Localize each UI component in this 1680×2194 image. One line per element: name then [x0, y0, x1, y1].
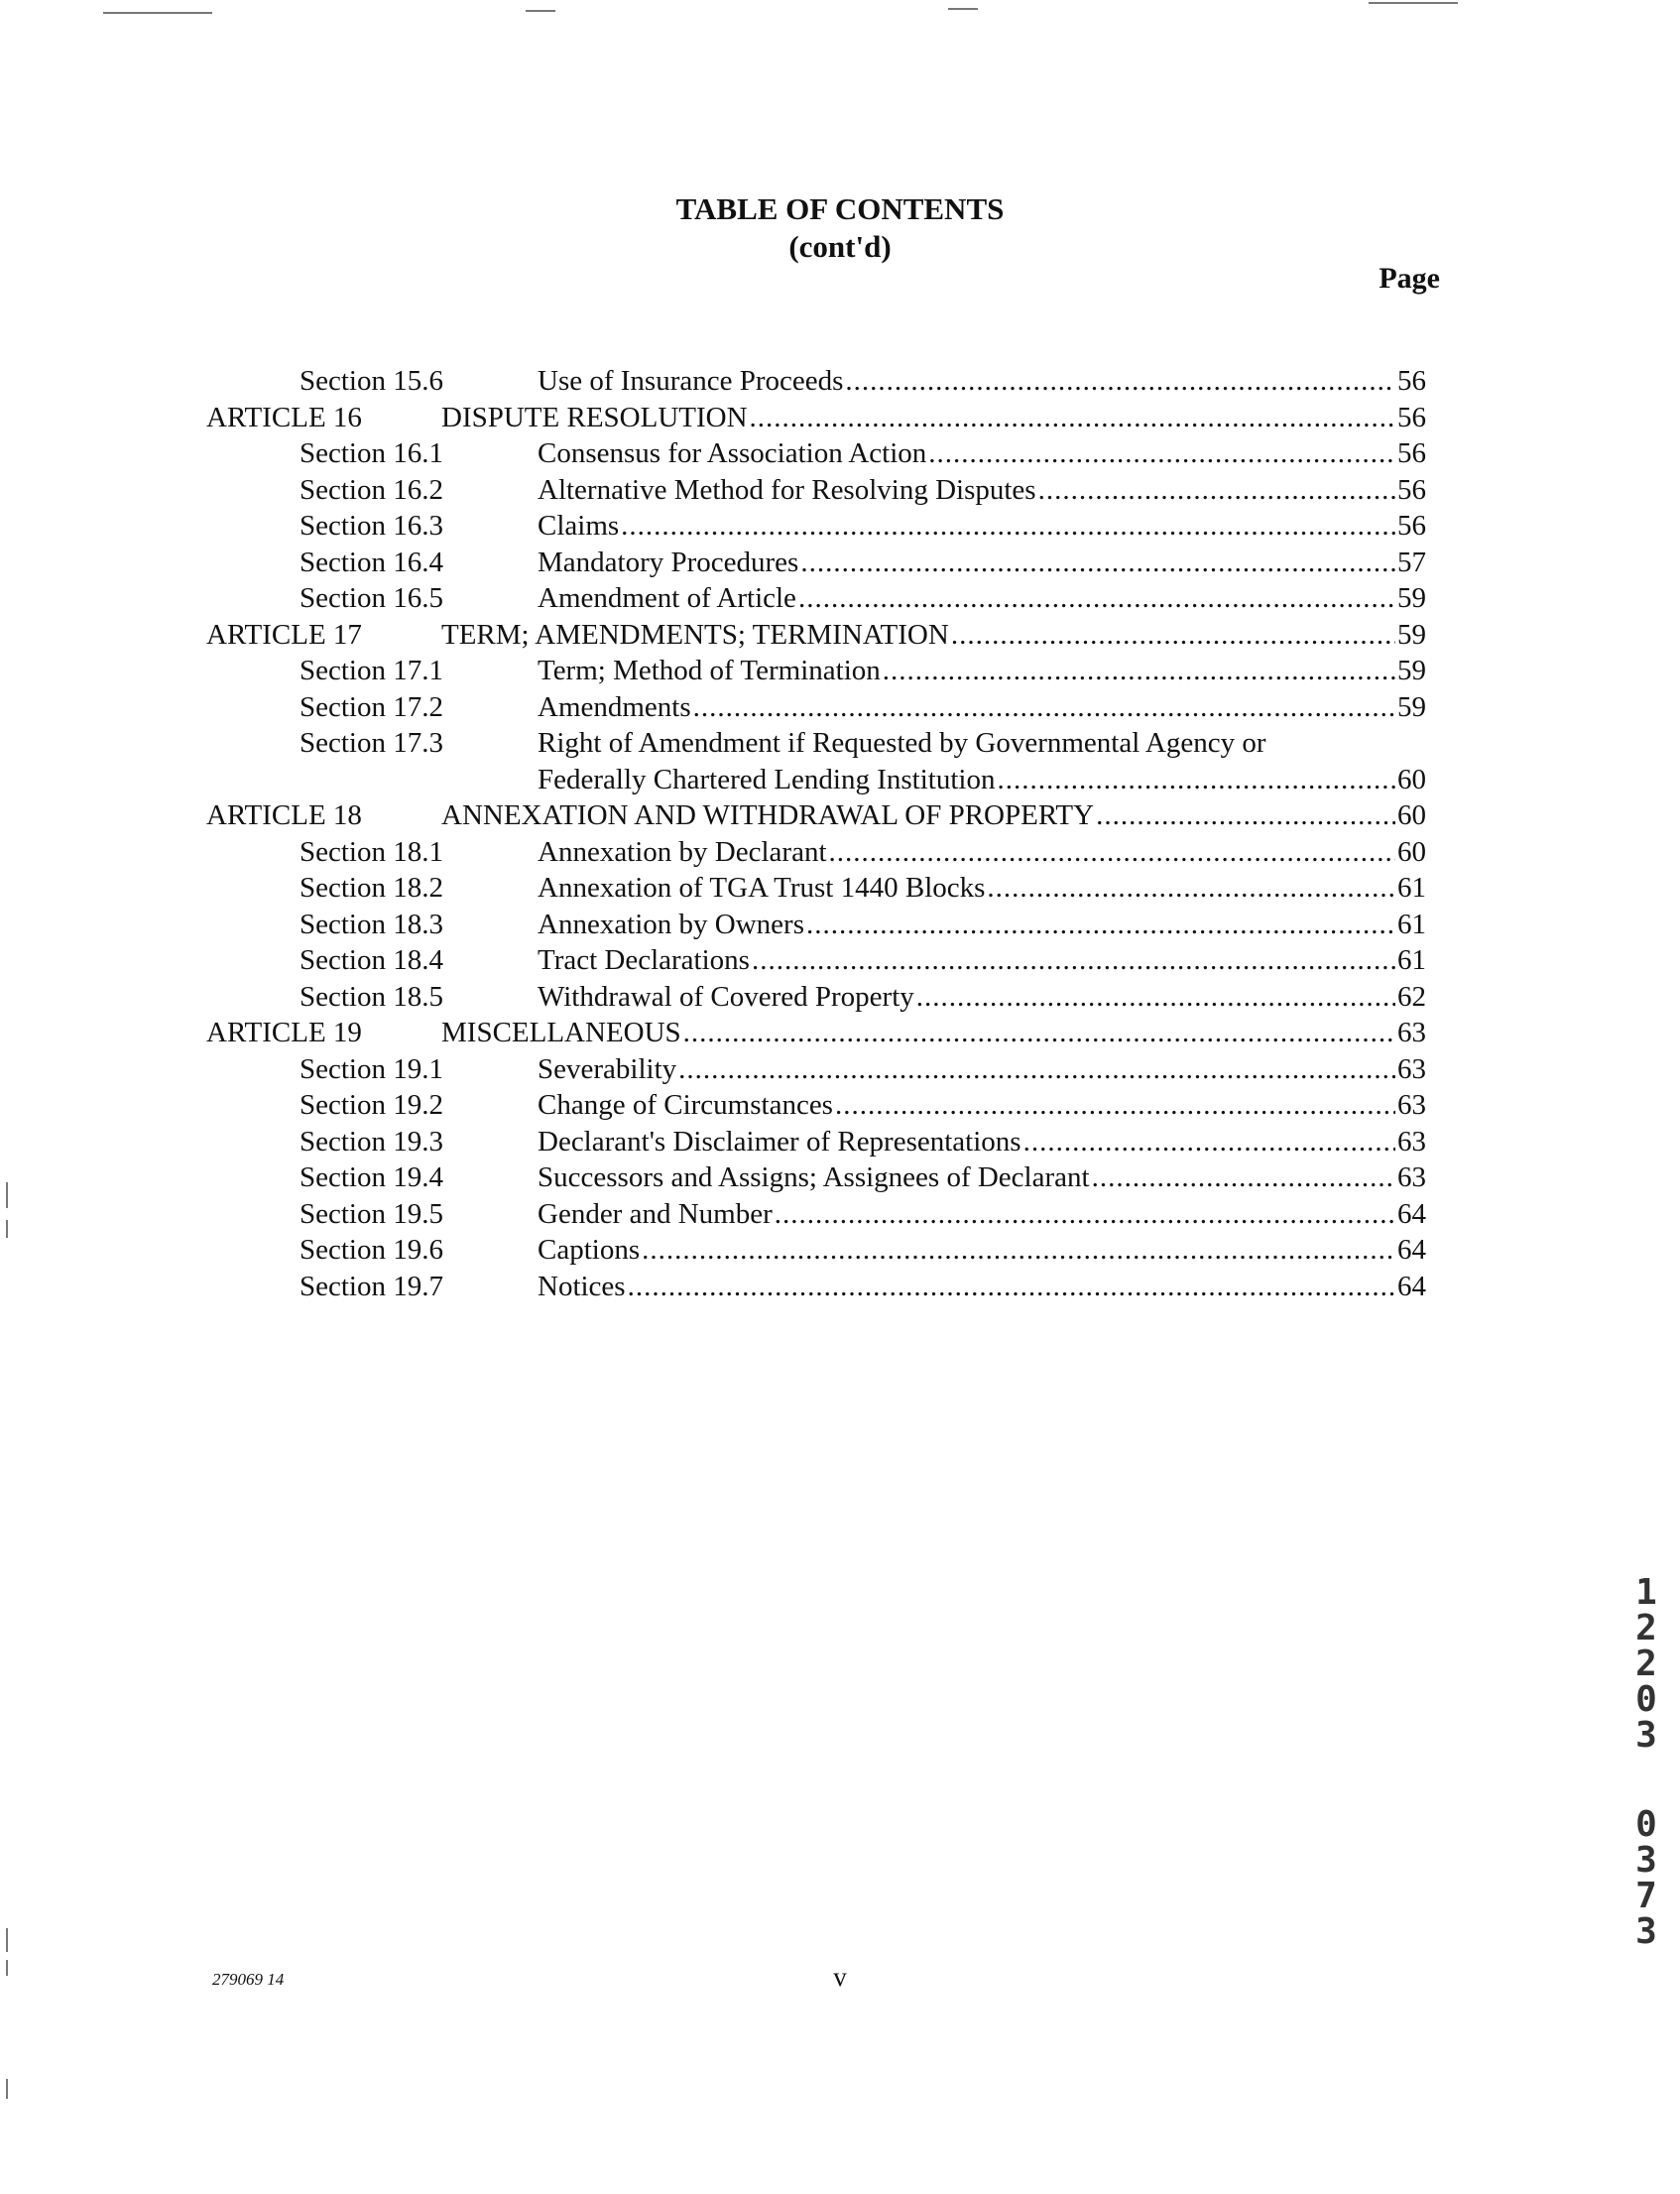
dot-leader — [951, 617, 1395, 653]
toc-entry-page: 59 — [1397, 582, 1426, 614]
toc-entry-page: 63 — [1397, 1017, 1426, 1048]
toc-section-row — [300, 942, 1426, 978]
toc-entry-number: Section 18.3 — [300, 909, 443, 940]
toc-entry-number: ARTICLE 19 — [206, 1017, 362, 1048]
toc-entry-title: Declarant's Disclaimer of Representations — [538, 1126, 1021, 1158]
toc-article-row — [206, 617, 1426, 653]
toc-entry-page: 60 — [1397, 836, 1426, 868]
toc-entry-title: Severability — [538, 1053, 677, 1085]
scan-artifact — [948, 8, 978, 10]
toc-entry-number: Section 19.2 — [300, 1089, 443, 1121]
toc-entry-number: Section 16.4 — [300, 547, 443, 578]
toc-entry-title: Annexation by Declarant — [538, 836, 827, 868]
toc-entry-title: Annexation of TGA Trust 1440 Blocks — [538, 872, 986, 904]
scan-artifact — [1369, 2, 1458, 4]
toc-entry-page: 63 — [1397, 1126, 1426, 1158]
toc-article-row — [206, 400, 1426, 435]
dot-leader — [1092, 1159, 1395, 1195]
stamp-digit: 3 — [1635, 1911, 1657, 1952]
toc-section-row — [300, 907, 1426, 942]
toc-section-row — [300, 363, 1426, 399]
stamp-digit: 0 — [1635, 1804, 1657, 1845]
scan-artifact — [526, 10, 555, 12]
dot-leader — [845, 363, 1395, 399]
toc-article-row — [206, 797, 1426, 833]
dot-leader — [806, 907, 1395, 942]
toc-entry-page: 60 — [1397, 764, 1426, 795]
toc-entry-title: Alternative Method for Resolving Disputes — [538, 474, 1036, 506]
toc-entry-title: MISCELLANEOUS — [441, 1017, 681, 1048]
stamp-digit: 2 — [1635, 1644, 1657, 1684]
toc-entry-page: 56 — [1397, 474, 1426, 506]
document-id: 279069 14 — [212, 1970, 285, 1989]
dot-leader — [829, 834, 1395, 870]
toc-title: TABLE OF CONTENTS — [675, 191, 1005, 226]
dot-leader — [678, 1051, 1395, 1087]
stamp-gap — [1626, 1754, 1666, 1807]
toc-entry-title: ANNEXATION AND WITHDRAWAL OF PROPERTY — [441, 799, 1095, 831]
toc-entry-title: Amendments — [538, 691, 691, 723]
stamp-digit: 2 — [1635, 1608, 1657, 1648]
toc-entry-page: 56 — [1397, 365, 1426, 397]
toc-entry-number: Section 19.5 — [300, 1198, 443, 1230]
toc-entry-number: Section 19.7 — [300, 1271, 443, 1302]
toc-entry-page: 56 — [1397, 510, 1426, 542]
toc-entry-title: Change of Circumstances — [538, 1089, 833, 1121]
toc-entry-number: Section 17.2 — [300, 691, 443, 723]
toc-section-row — [300, 1232, 1426, 1268]
dot-leader — [628, 1269, 1395, 1304]
toc-section-row — [300, 725, 1426, 761]
toc-entry-number: Section 17.1 — [300, 655, 443, 686]
toc-section-row — [300, 870, 1426, 906]
toc-entry-title: Federally Chartered Lending Institution — [538, 764, 996, 795]
toc-section-row — [300, 508, 1426, 544]
toc-entry-title: Claims — [538, 510, 620, 542]
toc-entry-title: Amendment of Article — [538, 582, 796, 614]
toc-entry-page: 56 — [1397, 437, 1426, 469]
toc-entry-page: 64 — [1397, 1198, 1426, 1230]
toc-entry-page: 57 — [1397, 547, 1426, 578]
scan-artifact — [6, 1182, 8, 1208]
toc-section-row — [300, 834, 1426, 870]
toc-section-row — [300, 1051, 1426, 1087]
toc-entry-page: 61 — [1397, 872, 1426, 904]
toc-entry-title: Withdrawal of Covered Property — [538, 981, 914, 1013]
dot-leader — [683, 1015, 1395, 1050]
stamp-digit: 3 — [1635, 1840, 1657, 1881]
stamp-digit: 7 — [1635, 1876, 1657, 1916]
dot-leader — [1038, 472, 1395, 508]
dot-leader — [987, 870, 1395, 906]
toc-entry-number: Section 18.2 — [300, 872, 443, 904]
toc-entry-title: Captions — [538, 1234, 641, 1266]
dot-leader — [621, 508, 1395, 544]
footer-page-number: v — [833, 1962, 847, 1992]
toc-entry-title: Term; Method of Termination — [538, 655, 881, 686]
scan-artifact — [6, 2079, 8, 2099]
toc-entry-title: Annexation by Owners — [538, 909, 805, 940]
toc-entry-number: Section 16.1 — [300, 437, 443, 469]
toc-entry-title: Consensus for Association Action — [538, 437, 927, 469]
toc-section-row — [300, 545, 1426, 580]
toc-entry-number: Section 18.5 — [300, 981, 443, 1013]
toc-entry-title: DISPUTE RESOLUTION — [441, 402, 748, 433]
toc-entry-title: Successors and Assigns; Assignees of Declarant — [538, 1161, 1090, 1193]
toc-entry-page: 62 — [1397, 981, 1426, 1013]
toc-entry-page: 61 — [1397, 909, 1426, 940]
toc-entry-number: Section 18.1 — [300, 836, 443, 868]
page-column-header: Page — [1379, 262, 1440, 295]
toc-entry-number: ARTICLE 18 — [206, 799, 362, 831]
toc-entry-page: 59 — [1397, 691, 1426, 723]
toc-entry-number: Section 16.3 — [300, 510, 443, 542]
toc-entry-number: Section 19.1 — [300, 1053, 443, 1085]
dot-leader — [1096, 797, 1395, 833]
toc-section-row — [300, 689, 1426, 725]
toc-subtitle: (cont'd) — [788, 229, 892, 264]
dot-leader — [800, 545, 1395, 580]
scan-artifact — [103, 12, 212, 14]
toc-entry-number: Section 15.6 — [300, 365, 443, 397]
toc-section-row — [300, 1269, 1426, 1304]
toc-section-row — [300, 435, 1426, 471]
dot-leader — [928, 435, 1395, 471]
dot-leader — [835, 1087, 1395, 1123]
toc-article-row — [206, 1015, 1426, 1050]
toc-entry-page: 64 — [1397, 1234, 1426, 1266]
toc-entry-number: ARTICLE 16 — [206, 402, 362, 433]
toc-entry-title: Use of Insurance Proceeds — [538, 365, 844, 397]
toc-entry-page: 63 — [1397, 1053, 1426, 1085]
toc-entry-number: Section 19.4 — [300, 1161, 443, 1193]
toc-entry-number: Section 17.3 — [300, 727, 443, 759]
dot-leader — [775, 1196, 1395, 1232]
toc-entry-number: Section 19.3 — [300, 1126, 443, 1158]
toc-section-row — [300, 1124, 1426, 1159]
toc-section-row — [300, 580, 1426, 616]
toc-entry-page: 63 — [1397, 1089, 1426, 1121]
dot-leader — [798, 580, 1395, 616]
stamp-digit: 0 — [1635, 1679, 1657, 1720]
toc-entry-title: Notices — [538, 1271, 626, 1302]
dot-leader — [752, 942, 1395, 978]
stamp-digit: 3 — [1635, 1715, 1657, 1756]
toc-section-row — [300, 653, 1426, 688]
toc-entry-title: Mandatory Procedures — [538, 547, 799, 578]
toc-entry-page: 59 — [1397, 655, 1426, 686]
dot-leader — [750, 400, 1395, 435]
side-stamp-number — [1626, 1572, 1666, 1952]
dot-leader — [1023, 1124, 1395, 1159]
dot-leader — [642, 1232, 1395, 1268]
toc-entry-title: Gender and Number — [538, 1198, 773, 1230]
toc-title-block — [0, 190, 1680, 266]
toc-section-row — [300, 1087, 1426, 1123]
toc-entry-page: 61 — [1397, 944, 1426, 976]
toc-entry-number: Section 18.4 — [300, 944, 443, 976]
toc-entry-page: 60 — [1397, 799, 1426, 831]
toc-entry-page: 64 — [1397, 1271, 1426, 1302]
toc-entry-page: 63 — [1397, 1161, 1426, 1193]
toc-section-row — [300, 1159, 1426, 1195]
toc-entry-page: 56 — [1397, 402, 1426, 433]
dot-leader — [693, 689, 1395, 725]
toc-section-row — [300, 472, 1426, 508]
dot-leader — [997, 762, 1395, 797]
toc-entry-title: Tract Declarations — [538, 944, 750, 976]
toc-entry-number: Section 19.6 — [300, 1234, 443, 1266]
toc-entry-number: Section 16.5 — [300, 582, 443, 614]
toc-entry-page: 59 — [1397, 619, 1426, 651]
toc-entry-number: Section 16.2 — [300, 474, 443, 506]
stamp-digit: 1 — [1635, 1572, 1657, 1613]
toc-section-row — [300, 762, 1426, 797]
scan-artifact — [6, 1220, 8, 1238]
scan-artifact — [6, 1928, 8, 1952]
toc-entry-title: Right of Amendment if Requested by Governmental Agency or — [538, 727, 1266, 759]
toc-section-row — [300, 979, 1426, 1015]
dot-leader — [916, 979, 1395, 1015]
toc-entry-title: TERM; AMENDMENTS; TERMINATION — [441, 619, 949, 651]
dot-leader — [883, 653, 1395, 688]
toc-section-row — [300, 1196, 1426, 1232]
toc-entry-number: ARTICLE 17 — [206, 619, 362, 651]
